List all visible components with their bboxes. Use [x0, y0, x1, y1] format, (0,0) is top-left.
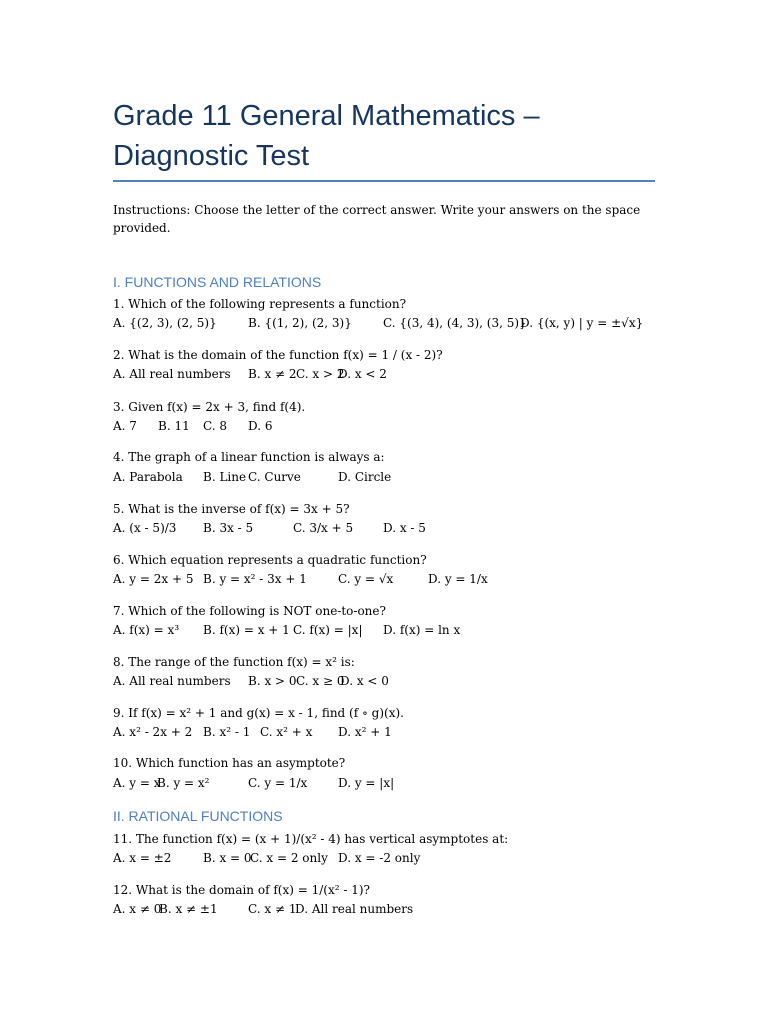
question-12-choice-a: A. x ≠ 0 [113, 902, 162, 916]
section-heading-rational-functions: II. RATIONAL FUNCTIONS [113, 808, 283, 824]
question-7-choice-b: B. f(x) = x + 1 [203, 623, 290, 637]
question-1-choice-c: C. {(3, 4), (4, 3), (3, 5)} [383, 316, 527, 330]
question-3-text: 3. Given f(x) = 2x + 3, find f(4). [113, 400, 306, 414]
question-5-choice-d: D. x - 5 [383, 521, 426, 535]
question-7-text: 7. Which of the following is NOT one-to-one? [113, 604, 386, 618]
question-4-choice-c: C. Curve [248, 470, 301, 484]
question-10-text: 10. Which function has an asymptote? [113, 756, 346, 770]
question-5-choice-c: C. 3/x + 5 [293, 521, 354, 535]
question-9-choice-d: D. x² + 1 [338, 725, 392, 739]
instructions: Instructions: Choose the letter of the correct answer. Write your answers on the space provided. [113, 203, 641, 235]
question-7-choice-c: C. f(x) = |x| [293, 623, 363, 637]
question-4-choice-b: B. Line [203, 470, 247, 484]
question-5-text: 5. What is the inverse of f(x) = 3x + 5? [113, 502, 350, 516]
question-11-choice-d: D. x = -2 only [338, 851, 421, 865]
question-10-choice-d: D. y = |x| [338, 776, 395, 790]
question-4-text: 4. The graph of a linear function is always a: [113, 450, 385, 464]
question-8-choice-c: C. x ≥ 0 [296, 674, 345, 688]
question-3-choice-d: D. 6 [248, 419, 273, 433]
question-11-choice-a: A. x = ±2 [113, 851, 172, 865]
question-12-choice-d: D. All real numbers [295, 902, 414, 916]
question-12-choice-b: B. x ≠ ±1 [159, 902, 218, 916]
page-title: Grade 11 General Mathematics – Diagnostic Test [113, 100, 540, 172]
title-divider [113, 180, 655, 182]
question-3-choice-a: A. 7 [113, 419, 137, 433]
question-12-text: 12. What is the domain of f(x) = 1/(x² - 1)? [113, 883, 370, 897]
question-9-choice-c: C. x² + x [260, 725, 313, 739]
question-6-choice-a: A. y = 2x + 5 [113, 572, 194, 586]
question-8-choice-a: A. All real numbers [113, 674, 231, 688]
question-6-choice-b: B. y = x² - 3x + 1 [203, 572, 307, 586]
question-2-choice-c: C. x > 2 [296, 367, 345, 381]
question-12-choice-c: C. x ≠ 1 [248, 902, 297, 916]
question-4-choice-a: A. Parabola [113, 470, 183, 484]
question-1-choice-b: B. {(1, 2), (2, 3)} [248, 316, 352, 330]
question-10-choice-b: B. y = x² [157, 776, 210, 790]
question-5-choice-b: B. 3x - 5 [203, 521, 254, 535]
question-6-choice-c: C. y = √x [338, 572, 394, 586]
question-8-choice-d: D. x < 0 [340, 674, 389, 688]
question-9-choice-b: B. x² - 1 [203, 725, 251, 739]
question-1-choice-a: A. {(2, 3), (2, 5)} [113, 316, 217, 330]
question-8-text: 8. The range of the function f(x) = x² is: [113, 655, 355, 669]
question-11-choice-c: C. x = 2 only [250, 851, 328, 865]
question-7-choice-d: D. f(x) = ln x [383, 623, 461, 637]
question-11-choice-b: B. x = 0 [203, 851, 252, 865]
question-8-choice-b: B. x > 0 [248, 674, 297, 688]
question-4-choice-d: D. Circle [338, 470, 392, 484]
question-6-text: 6. Which equation represents a quadratic function? [113, 553, 427, 567]
question-11-text: 11. The function f(x) = (x + 1)/(x² - 4) has vertical asymptotes at: [113, 832, 509, 846]
question-3-choice-b: B. 11 [158, 419, 190, 433]
question-10-choice-a: A. y = x [113, 776, 161, 790]
section-heading-functions-relations: I. FUNCTIONS AND RELATIONS [113, 274, 322, 290]
question-3-choice-c: C. 8 [203, 419, 228, 433]
question-2-choice-b: B. x ≠ 2 [248, 367, 297, 381]
question-1-choice-d: D. {(x, y) | y = ±√x} [520, 316, 644, 330]
question-10-choice-c: C. y = 1/x [248, 776, 308, 790]
question-2-choice-d: D. x < 2 [338, 367, 387, 381]
question-9-text: 9. If f(x) = x² + 1 and g(x) = x - 1, find (f ∘ g)(x). [113, 706, 404, 720]
question-2-choice-a: A. All real numbers [113, 367, 231, 381]
question-5-choice-a: A. (x - 5)/3 [113, 521, 177, 535]
question-1-text: 1. Which of the following represents a function? [113, 297, 407, 311]
question-7-choice-a: A. f(x) = x³ [113, 623, 180, 637]
question-9-choice-a: A. x² - 2x + 2 [113, 725, 193, 739]
question-6-choice-d: D. y = 1/x [428, 572, 488, 586]
question-2-text: 2. What is the domain of the function f(x) = 1 / (x - 2)? [113, 348, 443, 362]
